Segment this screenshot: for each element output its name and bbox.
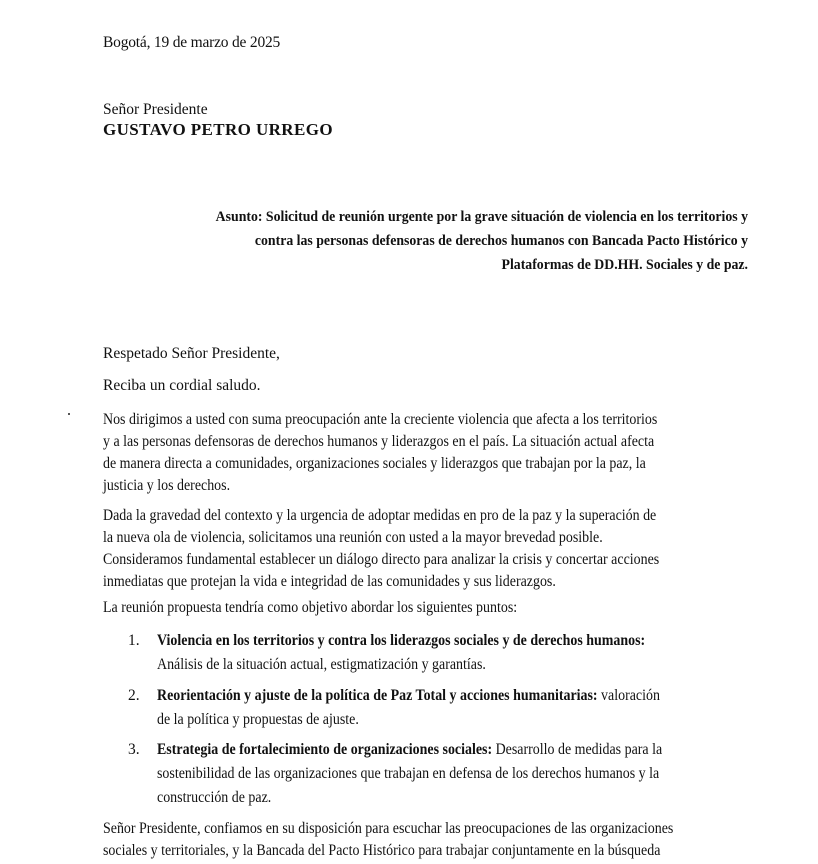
point-text: sostenibilidad de las organizaciones que trabajan en defensa de los derechos humanos y la xyxy=(157,765,660,782)
point-text: valoración xyxy=(597,687,660,704)
subject-line: contra las personas defensoras de derechos humanos con Bancada Pacto Histórico y xyxy=(254,233,748,249)
point-text: Desarrollo de medidas para la xyxy=(492,741,663,758)
subject-line: Asunto: Solicitud de reunión urgente por la grave situación de violencia en los territorios y xyxy=(215,209,749,225)
subject-line: Plataformas de DD.HH. Sociales y de paz. xyxy=(501,257,748,273)
paragraph-objective xyxy=(103,597,741,619)
paragraph-line: Consideramos fundamental establecer un diálogo directo para analizar la crisis y concertar acciones xyxy=(103,551,660,568)
paragraph-request xyxy=(103,505,741,593)
point-text: Análisis de la situación actual, estigmatización y garantías. xyxy=(157,656,486,673)
margin-mark xyxy=(68,413,70,415)
point-title: Violencia en los territorios y contra los liderazgos sociales y de derechos humanos: xyxy=(157,632,646,649)
point-text: construcción de paz. xyxy=(157,789,272,806)
list-number: 3. xyxy=(128,741,140,758)
paragraph-line: y a las personas defensoras de derechos humanos y liderazgos en el país. La situación actual afecta xyxy=(103,433,655,450)
recipient-name: GUSTAVO PETRO URREGO xyxy=(103,120,333,139)
greeting: Respetado Señor Presidente, xyxy=(103,345,280,362)
paragraph-intro xyxy=(103,409,741,497)
list-number: 1. xyxy=(128,632,140,649)
list-number: 2. xyxy=(128,687,140,704)
paragraph-line: sociales y territoriales, y la Bancada del Pacto Histórico para trabajar conjuntamente en la búsqueda xyxy=(103,842,661,859)
subject-block xyxy=(128,205,748,277)
point-text: de la política y propuestas de ajuste. xyxy=(157,711,359,728)
recipient-title: Señor Presidente xyxy=(103,101,208,118)
paragraph-line: Señor Presidente, confiamos en su disposición para escuchar las preocupaciones de las organizaciones xyxy=(103,820,674,837)
paragraph-line: Dada la gravedad del contexto y la urgencia de adoptar medidas en pro de la paz y la superación de xyxy=(103,507,657,524)
regards: Reciba un cordial saludo. xyxy=(103,377,261,394)
paragraph-line: inmediatas que protejan la vida e integridad de las comunidades y sus liderazgos. xyxy=(103,573,556,590)
paragraph-closing xyxy=(103,818,741,862)
letter-date: Bogotá, 19 de marzo de 2025 xyxy=(103,34,281,51)
paragraph-line: justicia y los derechos. xyxy=(103,477,231,494)
paragraph-line: Nos dirigimos a usted con suma preocupación ante la creciente violencia que afecta a los territorios xyxy=(103,411,658,428)
paragraph-line: la nueva ola de violencia, solicitamos una reunión con usted a la mayor brevedad posible. xyxy=(103,529,603,546)
paragraph-line: de manera directa a comunidades, organizaciones sociales y liderazgos que trabajan por la paz, la xyxy=(103,455,646,472)
point-title: Reorientación y ajuste de la política de Paz Total y acciones humanitarias: xyxy=(157,687,598,704)
point-title: Estrategia de fortalecimiento de organizaciones sociales: xyxy=(157,741,493,758)
paragraph-line: La reunión propuesta tendría como objetivo abordar los siguientes puntos: xyxy=(103,599,518,616)
